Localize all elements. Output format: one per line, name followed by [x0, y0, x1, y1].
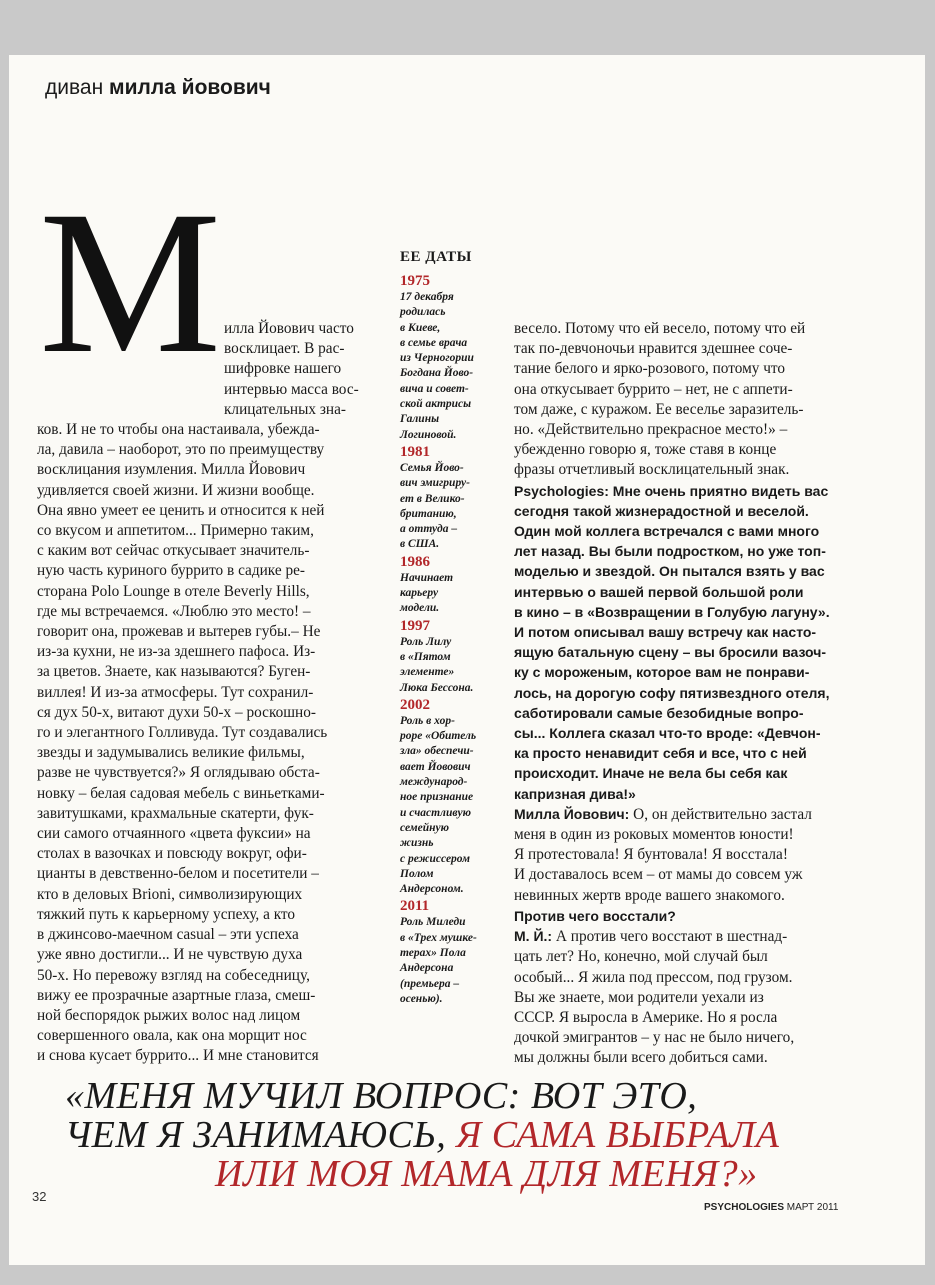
timeline-text: из Черногории — [400, 352, 474, 365]
article-line: шифровке нашего — [224, 360, 342, 378]
article-line: цианты в девственно-белом и посетители – — [37, 865, 319, 883]
article-column-1 — [37, 319, 390, 1067]
timeline-text: роре «Обитель — [400, 730, 477, 743]
article-line: она откусывает буррито – нет, не с аппети- — [514, 380, 793, 398]
article-line: Она явно умеет ее ценить и относится к ней — [37, 501, 325, 519]
speaker-label: Милла Йовович: — [514, 805, 630, 822]
timeline-text: и счастливую — [400, 806, 471, 819]
speaker-text: О, он действительно застал — [629, 805, 812, 823]
timeline-text: семейную — [400, 821, 450, 834]
article-line: ков. И не то чтобы она настаивала, убежда- — [37, 421, 320, 439]
article-line: вижу ее прозрачные азартные глаза, смеш- — [37, 986, 316, 1004]
article-line: совершенного овала, как она морщит нос — [37, 1027, 307, 1045]
article-line: восклицает. В рас- — [224, 340, 345, 358]
timeline-text: вич эмигриру- — [400, 477, 470, 490]
timeline-text: родилась — [400, 306, 446, 319]
article-line: И потом описывал вашу встречу как насто- — [514, 624, 817, 641]
article-line: ной беспорядок рыжих волос над лицом — [37, 1006, 301, 1024]
article-line: дочкой эмигрантов – у нас не было ничего, — [514, 1029, 795, 1047]
quote-line-3: ИЛИ МОЯ МАМА ДЛЯ МЕНЯ?» — [215, 1153, 758, 1195]
timeline-text: в США. — [400, 538, 440, 551]
timeline-text: модели. — [400, 602, 440, 615]
speaker-label: М. Й.: — [514, 928, 553, 945]
timeline-year: 1981 — [400, 443, 430, 460]
article-line: так по-девчоночьи нравится здешнее соче- — [514, 340, 793, 358]
article-line: фразы отчетливый восклицательный знак. — [514, 461, 790, 479]
pull-quote — [65, 1077, 779, 1194]
article-line: клицательных зна- — [224, 400, 346, 418]
article-line: меня в один из роковых моментов юности! — [514, 826, 794, 844]
article-line: Psychologies: Мне очень приятно видеть вас — [514, 482, 829, 499]
article-line: 50-х. Но перевожу взгляд на собеседницу, — [37, 966, 310, 984]
timeline-text: Андерсона — [400, 962, 454, 975]
timeline-text: международ- — [400, 776, 468, 789]
timeline-text: элементе» — [400, 666, 455, 679]
speaker-text: А против чего восстают в шестнад- — [552, 928, 788, 946]
timeline-text: в «Трех мушке- — [400, 931, 477, 944]
timeline-text: карьеру — [400, 587, 439, 600]
timeline-text: Роль Миледи — [400, 916, 466, 929]
timeline-text: с режиссером — [400, 852, 470, 865]
article-line: кто в деловых Brioni, символизирующих — [37, 885, 303, 903]
article-column-2 — [514, 319, 844, 1069]
page-number: 32 — [32, 1189, 47, 1204]
timeline-text: Начинает — [400, 571, 454, 584]
article-line: происходит. Иначе не вела бы себя как — [514, 765, 788, 782]
article-line: ящую батальную сцену – вы бросили вазоч- — [514, 644, 827, 661]
article-line: Вы же знаете, мои родители уехали из — [514, 988, 764, 1006]
timeline-text: Логиновой. — [400, 428, 457, 441]
timeline-text: осенью). — [400, 992, 443, 1005]
article-line: ла, давила – наоборот, это по преимуществу — [37, 441, 325, 459]
article-line: саботировали самые безобидные вопро- — [514, 704, 804, 721]
article-line: восклицания изумления. Милла Йовович — [37, 461, 306, 479]
article-line: лет назад. Вы были подростком, но уже топ- — [514, 543, 826, 560]
article-line: том даже, с куражом. Ее веселье заразитель- — [514, 400, 804, 418]
issue-date: МАРТ 2011 — [786, 1202, 839, 1213]
article-line: где мы встречаемся. «Люблю это место! – — [37, 602, 311, 620]
article-line: за цветов. Знаете, как называются? Буген- — [37, 663, 311, 681]
timeline-year: 1997 — [400, 617, 430, 634]
article-line: ся дух 50-х, витают духи 50-х – роскошно- — [37, 703, 316, 721]
article-line — [514, 926, 844, 947]
timeline-text: ет в Велико- — [400, 492, 465, 505]
article-line: интервью масса вос- — [224, 380, 359, 398]
quote-line-2-red: Я САМА ВЫБРАЛА — [456, 1114, 780, 1156]
article-line: го и элегантного Голливуда. Тут создавались — [37, 724, 328, 742]
article-line: Один мой коллега встречался с вами много — [514, 523, 820, 540]
section-label: диван — [45, 76, 104, 99]
article-line: звезды и задумывались великие фильмы, — [37, 744, 305, 762]
magazine-page — [9, 55, 925, 1265]
article-line: со вкусом и аппетитом... Примерно таким, — [37, 522, 314, 540]
timeline-text: ное признание — [400, 791, 474, 804]
article-line: из-за кухни, не из-за здешнего пафоса. Из- — [37, 643, 316, 661]
article-line: Против чего восстали? — [514, 907, 676, 924]
timeline-text: Галины — [400, 413, 440, 426]
timeline-text: жизнь — [400, 837, 434, 850]
article-line: говорит она, прожевав и вытерев губы.– Не — [37, 623, 321, 641]
article-line: моделью и звездой. Он пытался взять у вас — [514, 563, 825, 580]
magazine-brand: PSYCHOLOGIES — [704, 1202, 785, 1213]
article-line: завитушками, крахмальные скатерти, фук- — [37, 804, 314, 822]
timeline-text: Богдана Йово- — [400, 367, 474, 380]
article-line: столах в вазочках и повсюду вокруг, офи- — [37, 845, 307, 863]
article-line: весело. Потому что ей весело, потому что ей — [514, 320, 806, 337]
timeline-text: Полом — [400, 867, 434, 880]
quote-line-2 — [65, 1116, 779, 1155]
article-line: СССР. Я выросла в Америке. Но я росла — [514, 1008, 778, 1026]
article-line: сии самого отчаянного «цвета фуксии» на — [37, 825, 311, 843]
article-line: сегодня такой жизнерадостной и веселой. — [514, 502, 809, 519]
article-line — [514, 804, 844, 825]
section-header — [45, 76, 271, 100]
quote-line-1: «МЕНЯ МУЧИЛ ВОПРОС: ВОТ ЭТО, — [65, 1075, 698, 1117]
timeline-text: британию, — [400, 507, 457, 520]
article-line: интервью о вашей первой большой роли — [514, 583, 804, 600]
article-line: тание белого и ярко-розового, потому что — [514, 360, 786, 378]
timeline-text: Роль в хор- — [400, 714, 455, 727]
article-line: ку с мороженым, которое вам не понрави- — [514, 664, 810, 681]
timeline-text: вича и совет- — [400, 382, 469, 395]
article-line: ка просто ненавидит себя и все, что с ней — [514, 745, 807, 762]
section-title: милла йовович — [109, 76, 271, 99]
article-line: новку – белая садовая мебель с виньетками- — [37, 784, 325, 802]
article-line: и снова кусает буррито... И мне становится — [37, 1047, 319, 1065]
article-line: в джинсово-маечном casual – эти успеха — [37, 926, 299, 944]
timeline-text: Люка Бессона. — [400, 681, 474, 694]
article-line: цать лет? Но, конечно, мой случай был — [514, 948, 768, 966]
timeline-text: Андерсоном. — [400, 883, 464, 896]
timeline-text: в «Пятом — [400, 650, 451, 663]
drop-cap: М — [39, 169, 220, 396]
article-line: ную часть куриного буррито в садике ре- — [37, 562, 306, 580]
timeline-text: а оттуда – — [400, 523, 458, 536]
article-line: сторана Polo Lounge в отеле Beverly Hills, — [37, 582, 310, 600]
article-line: капризная дива!» — [514, 785, 636, 802]
article-line: разве не чувствуется?» Я оглядываю обста- — [37, 764, 320, 782]
timeline-text: терах» Пола — [400, 946, 466, 959]
article-line: сы... Коллега сказал что-то вроде: «Девчон- — [514, 725, 821, 742]
quote-line-2-black: ЧЕМ Я ЗАНИМАЮСЬ, — [65, 1114, 457, 1156]
timeline-year: 2002 — [400, 696, 430, 713]
timeline-year: 1986 — [400, 553, 430, 570]
dates-sidebar — [400, 249, 510, 1007]
article-line: с каким вот сейчас откусывает значитель- — [37, 542, 310, 560]
timeline-text: в Киеве, — [400, 321, 441, 334]
timeline-text: 17 декабря — [400, 291, 454, 303]
article-line: невинных жертв вроде вашего знакомого. — [514, 886, 785, 904]
article-line: особый... Я жила под прессом, под грузом. — [514, 968, 793, 986]
article-line: мы должны были всего добиться сами. — [514, 1049, 768, 1067]
article-line: в кино – в «Возвращении в Голубую лагуну». — [514, 603, 830, 620]
article-line: убежденно говорю я, тоже ставя в конце — [514, 441, 777, 459]
article-line: виллея! И из-за атмосферы. Тут сохранил- — [37, 683, 314, 701]
timeline-text: в семье врача — [400, 336, 468, 349]
article-line: но. «Действительно прекрасное место!» – — [514, 421, 788, 439]
article-line: уже явно достигли... И не чувствую духа — [37, 946, 303, 964]
timeline-text: ской актрисы — [400, 398, 472, 411]
article-line: И доставалось всем – от мамы до совсем уж — [514, 866, 803, 884]
timeline-year: 2011 — [400, 898, 430, 915]
page-footer — [704, 1202, 838, 1213]
article-line: илла Йовович часто — [224, 320, 354, 337]
timeline-text: (премьера – — [400, 977, 460, 990]
timeline-year: 1975 — [400, 273, 430, 289]
article-line: лось, на дорогую софу пятизвездного отеля, — [514, 684, 830, 701]
article-line: тяжкий путь к карьерному успеху, а кто — [37, 905, 296, 923]
timeline-text: Семья Йово- — [400, 461, 464, 474]
article-line: удивляется своей жизни. И жизни вообще. — [37, 481, 315, 499]
timeline-text: вает Йовович — [400, 760, 471, 773]
sidebar-title: ЕЕ ДАТЫ — [400, 249, 472, 265]
article-line: Я протестовала! Я бунтовала! Я восстала! — [514, 846, 788, 864]
timeline-text: зла» обеспечи- — [400, 745, 474, 758]
timeline-text: Роль Лилу — [400, 635, 452, 648]
